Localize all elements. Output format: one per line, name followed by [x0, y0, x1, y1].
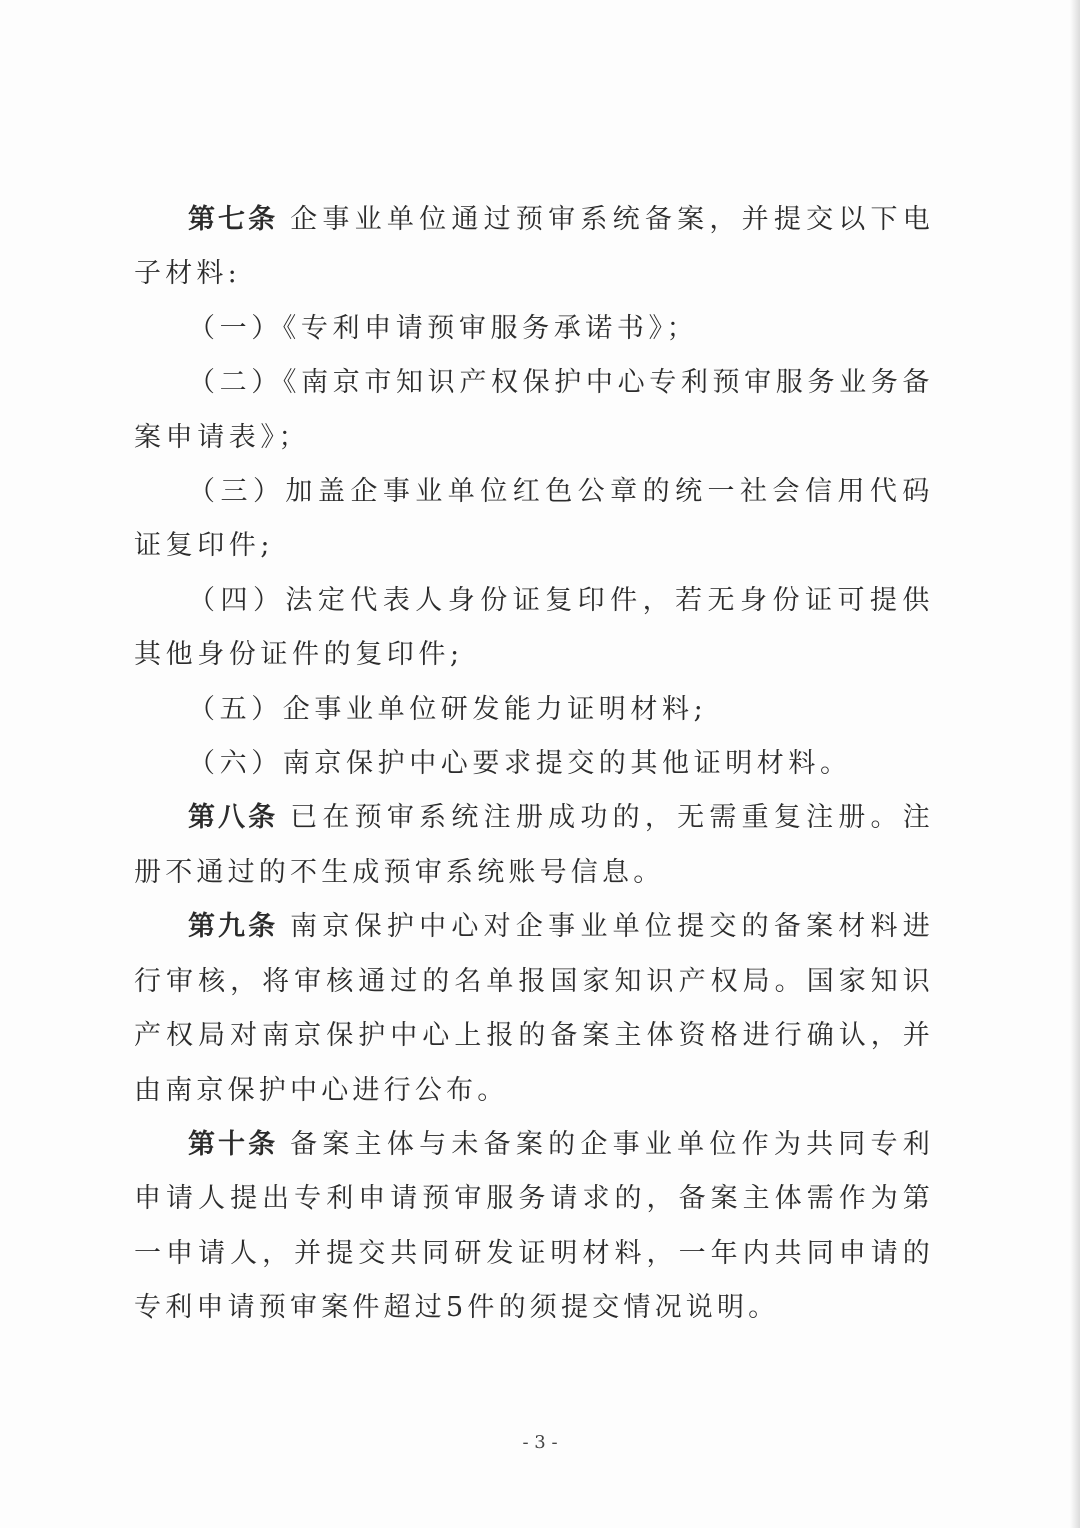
article-8-text: 已在预审系统注册成功的，无需重复注册。注册不通过的不生成预审系统账号信息。 [134, 802, 935, 888]
article-7-item-1: （一）《专利申请预审服务承诺书》； [188, 312, 699, 344]
page-number: - 3 - [522, 1432, 558, 1453]
article-7-item-2: （二）《南京市知识产权保护中心专利预审服务业务备案申请表》； [134, 367, 934, 453]
article-9-paragraph [134, 900, 934, 1118]
article-7-text: 企事业单位通过预审系统备案，并提交以下电子材料: [134, 204, 935, 290]
document-body [134, 193, 934, 1336]
article-9-text: 南京保护中心对企事业单位提交的备案材料进行审核，将审核通过的名单报国家知识产权局。国家知识产权局对南京保护中心上报的备案主体资格进行确认，并由南京保护中心进行公布。 [134, 911, 935, 1106]
page-edge-shadow [1070, 0, 1080, 1528]
article-7-item-3: （三）加盖企事业单位红色公章的统一社会信用代码证复印件; [134, 476, 934, 562]
article-10-text: 备案主体与未备案的企事业单位作为共同专利申请人提出专利申请预审服务请求的，备案主体需作为第一申请人，并提交共同研发证明材料，一年内共同申请的专利申请预审案件超过5件的须提交情况说明。 [134, 1128, 935, 1324]
article-7-item-6: （六）南京保护中心要求提交的其他证明材料。 [188, 748, 852, 780]
article-10-paragraph [134, 1118, 934, 1336]
article-7-label: 第七条 [188, 204, 279, 235]
article-8-label: 第八条 [188, 802, 279, 834]
article-10-label: 第十条 [188, 1128, 279, 1160]
article-9-label: 第九条 [188, 911, 279, 943]
article-7-paragraph [134, 193, 934, 302]
article-7-item-5: （五）企事业单位研发能力证明材料; [188, 693, 708, 725]
article-7-item-4: （四）法定代表人身份证复印件，若无身份证可提供其他身份证件的复印件; [134, 584, 934, 671]
article-8-paragraph [134, 791, 934, 900]
